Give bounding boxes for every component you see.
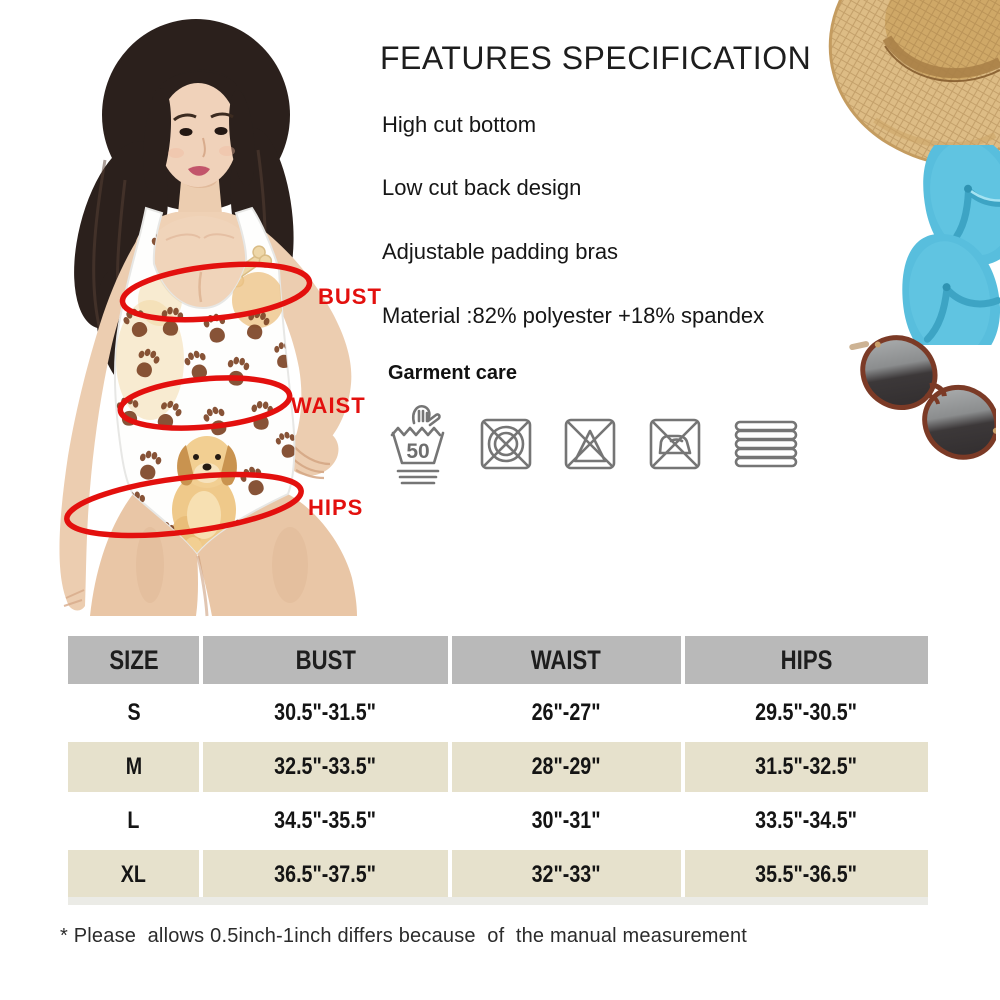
bust-label: BUST — [318, 284, 382, 309]
sunglasses — [828, 330, 996, 518]
hand-wash-50-icon — [388, 399, 448, 489]
garment-care-section — [388, 362, 800, 463]
model-photo — [0, 0, 390, 620]
measurement-disclaimer: * Please allows 0.5inch-1inch differs because of the manual measurement — [60, 925, 748, 947]
cell-size: M — [68, 742, 199, 792]
cell-bust: 32.5"-33.5" — [203, 742, 447, 792]
cell-hips: 31.5"-32.5" — [685, 742, 928, 792]
cell-size: S — [68, 688, 199, 738]
cell-hips: 33.5"-34.5" — [685, 796, 928, 846]
size-row-l — [68, 796, 928, 846]
do-not-bleach-icon — [563, 417, 617, 471]
cell-waist: 26"-27" — [452, 688, 681, 738]
do-not-iron-icon — [648, 417, 702, 471]
dry-flat-icon — [732, 420, 800, 468]
header-size: SIZE — [68, 636, 199, 684]
care-icons-row — [388, 396, 800, 492]
size-chart-table — [64, 632, 932, 904]
cell-bust: 36.5"-37.5" — [203, 850, 447, 900]
cell-size: XL — [68, 850, 199, 900]
cell-size: L — [68, 796, 199, 846]
header-hips: HIPS — [685, 636, 928, 684]
do-not-tumble-dry-icon — [479, 417, 533, 471]
cell-waist: 30"-31" — [452, 796, 681, 846]
cell-waist: 28"-29" — [452, 742, 681, 792]
feature-item: Low cut back design — [382, 175, 582, 200]
size-chart-header-row — [68, 636, 928, 684]
cell-hips: 35.5"-36.5" — [685, 850, 928, 900]
header-bust: BUST — [203, 636, 447, 684]
waist-label: WAIST — [291, 393, 366, 418]
cell-waist: 32"-33" — [452, 850, 681, 900]
cell-hips: 29.5"-30.5" — [685, 688, 928, 738]
header-waist: WAIST — [452, 636, 681, 684]
flip-flops — [878, 145, 1000, 345]
cell-bust: 34.5"-35.5" — [203, 796, 447, 846]
hips-label: HIPS — [308, 495, 364, 520]
cell-bust: 30.5"-31.5" — [203, 688, 447, 738]
wash-temp-label: 50 — [406, 440, 430, 463]
size-row-s — [68, 688, 928, 738]
features-section — [380, 40, 860, 328]
feature-item: Material :82% polyester +18% spandex — [382, 303, 765, 328]
size-row-m — [68, 742, 928, 792]
size-row-xl — [68, 850, 928, 900]
feature-item: High cut bottom — [382, 112, 537, 137]
feature-item: Adjustable padding bras — [382, 239, 619, 264]
features-title: FEATURES SPECIFICATION — [380, 40, 812, 76]
table-bottom-strip — [68, 897, 928, 905]
garment-care-title: Garment care — [388, 362, 517, 384]
